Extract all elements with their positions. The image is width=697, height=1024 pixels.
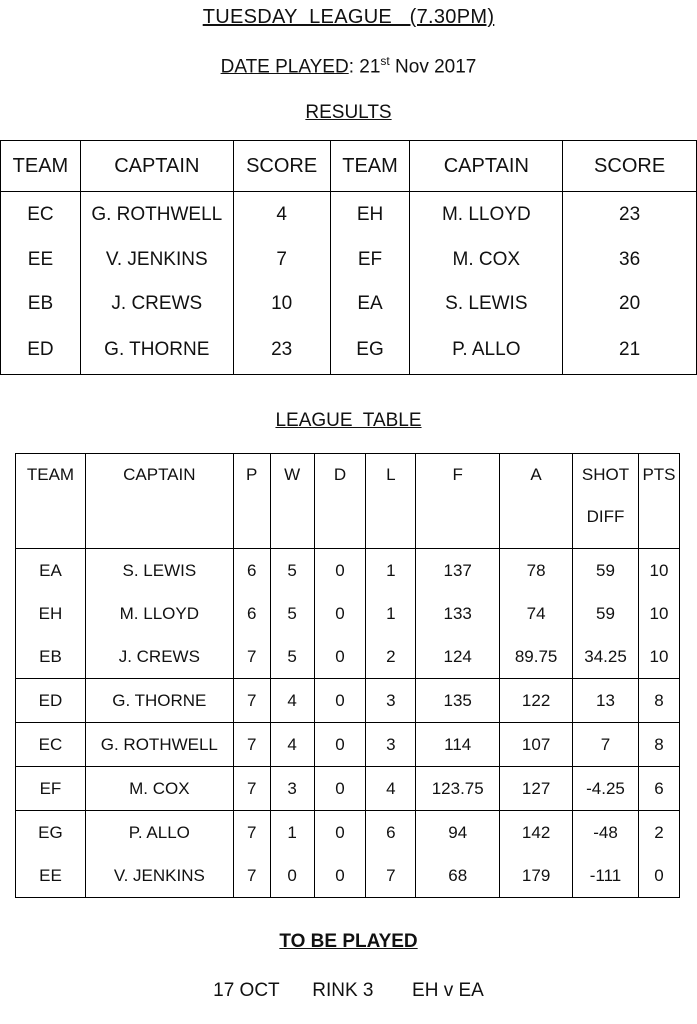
league-cell: 6 — [638, 767, 679, 811]
league-cell: EB — [16, 635, 86, 679]
fixture-rink: RINK 3 — [312, 980, 374, 1001]
league-cell: 114 — [416, 723, 500, 767]
league-cell: 7 — [573, 723, 639, 767]
results-row — [1, 238, 697, 282]
league-header-team: TEAM — [16, 454, 86, 549]
league-row — [16, 811, 680, 855]
league-cell: 5 — [270, 549, 314, 593]
league-header-points: PTS — [638, 454, 679, 549]
league-cell: 0 — [314, 679, 366, 723]
league-cell: 122 — [500, 679, 573, 723]
league-cell: 7 — [233, 854, 270, 898]
league-cell: 7 — [233, 723, 270, 767]
league-cell: 179 — [500, 854, 573, 898]
league-cell: 10 — [638, 635, 679, 679]
league-cell: 137 — [416, 549, 500, 593]
league-cell: 0 — [314, 767, 366, 811]
league-cell: 127 — [500, 767, 573, 811]
league-cell: 5 — [270, 635, 314, 679]
league-table-heading: LEAGUE TABLE — [275, 410, 422, 431]
league-header-against: A — [500, 454, 573, 549]
league-cell: 10 — [638, 592, 679, 635]
date-played-label: DATE PLAYED — [220, 56, 349, 78]
result-cell: 21 — [563, 326, 697, 375]
league-header-drawn: D — [314, 454, 366, 549]
league-cell: 4 — [270, 723, 314, 767]
league-header-shot-diff: SHOT DIFF — [573, 454, 639, 549]
league-cell: 34.25 — [573, 635, 639, 679]
league-row — [16, 723, 680, 767]
league-cell: 0 — [638, 854, 679, 898]
league-cell: 133 — [416, 592, 500, 635]
page-title: TUESDAY LEAGUE (7.30PM) — [202, 6, 495, 28]
league-cell: 0 — [314, 592, 366, 635]
league-cell: 59 — [573, 549, 639, 593]
league-cell: 3 — [366, 679, 416, 723]
league-row — [16, 549, 680, 593]
date-day: 21 — [359, 56, 381, 78]
league-cell: 7 — [233, 767, 270, 811]
fixture-match: EH v EA — [412, 980, 484, 1001]
league-cell: 6 — [233, 549, 270, 593]
league-cell: 0 — [314, 854, 366, 898]
league-cell: S. LEWIS — [85, 549, 233, 593]
league-cell: 3 — [366, 723, 416, 767]
date-rest: Nov 2017 — [389, 56, 477, 78]
league-cell: M. LLOYD — [85, 592, 233, 635]
league-cell: 4 — [270, 679, 314, 723]
league-cell: 74 — [500, 592, 573, 635]
fixture — [0, 980, 697, 1002]
league-row — [16, 854, 680, 898]
result-cell: G. ROTHWELL — [80, 192, 233, 239]
league-cell: 6 — [366, 811, 416, 855]
league-cell: EG — [16, 811, 86, 855]
result-cell: EG — [330, 326, 410, 375]
league-cell: -111 — [573, 854, 639, 898]
results-header-team-2: TEAM — [330, 141, 410, 192]
fixture-date: 17 OCT — [213, 980, 280, 1001]
results-header-score: SCORE — [233, 141, 330, 192]
league-cell: ED — [16, 679, 86, 723]
league-cell: 10 — [638, 549, 679, 593]
date-sep: : — [348, 56, 360, 78]
league-cell: 3 — [270, 767, 314, 811]
league-cell: 78 — [500, 549, 573, 593]
league-cell: EC — [16, 723, 86, 767]
league-cell: 123.75 — [416, 767, 500, 811]
league-header-row — [16, 454, 680, 549]
results-header-team: TEAM — [1, 141, 81, 192]
date-played — [0, 54, 697, 78]
league-cell: 1 — [366, 549, 416, 593]
league-cell: EF — [16, 767, 86, 811]
league-cell: 7 — [233, 679, 270, 723]
league-table — [15, 453, 680, 898]
league-cell: 0 — [270, 854, 314, 898]
league-cell: 7 — [366, 854, 416, 898]
league-header-captain: CAPTAIN — [85, 454, 233, 549]
league-cell: 94 — [416, 811, 500, 855]
result-cell: EC — [1, 192, 81, 239]
league-cell: 59 — [573, 592, 639, 635]
league-cell: G. ROTHWELL — [85, 723, 233, 767]
league-cell: G. THORNE — [85, 679, 233, 723]
results-row — [1, 326, 697, 375]
league-row — [16, 635, 680, 679]
league-cell: 2 — [638, 811, 679, 855]
league-header-won: W — [270, 454, 314, 549]
result-cell: 10 — [233, 282, 330, 326]
league-cell: J. CREWS — [85, 635, 233, 679]
result-cell: 4 — [233, 192, 330, 239]
league-cell: 7 — [233, 635, 270, 679]
league-cell: -48 — [573, 811, 639, 855]
result-cell: G. THORNE — [80, 326, 233, 375]
result-cell: V. JENKINS — [80, 238, 233, 282]
league-cell: 7 — [233, 811, 270, 855]
date-suffix: st — [380, 54, 390, 68]
result-cell: P. ALLO — [410, 326, 563, 375]
league-cell: 68 — [416, 854, 500, 898]
result-cell: 23 — [233, 326, 330, 375]
results-header-score-2: SCORE — [563, 141, 697, 192]
league-cell: 135 — [416, 679, 500, 723]
league-cell: 89.75 — [500, 635, 573, 679]
results-header-captain-2: CAPTAIN — [410, 141, 563, 192]
league-cell: 13 — [573, 679, 639, 723]
to-be-played-heading: TO BE PLAYED — [279, 931, 418, 952]
result-cell: M. COX — [410, 238, 563, 282]
result-cell: EH — [330, 192, 410, 239]
league-cell: EA — [16, 549, 86, 593]
league-cell: P. ALLO — [85, 811, 233, 855]
league-cell: V. JENKINS — [85, 854, 233, 898]
league-cell: 5 — [270, 592, 314, 635]
league-cell: 8 — [638, 723, 679, 767]
league-header-for: F — [416, 454, 500, 549]
results-header-captain: CAPTAIN — [80, 141, 233, 192]
league-cell: 0 — [314, 723, 366, 767]
league-cell: 1 — [270, 811, 314, 855]
league-row — [16, 679, 680, 723]
result-cell: ED — [1, 326, 81, 375]
result-cell: M. LLOYD — [410, 192, 563, 239]
result-cell: 36 — [563, 238, 697, 282]
league-cell: 107 — [500, 723, 573, 767]
result-cell: J. CREWS — [80, 282, 233, 326]
results-heading: RESULTS — [305, 102, 392, 123]
result-cell: EE — [1, 238, 81, 282]
results-row — [1, 282, 697, 326]
results-row — [1, 192, 697, 239]
league-row — [16, 592, 680, 635]
league-cell: 8 — [638, 679, 679, 723]
league-cell: 0 — [314, 549, 366, 593]
result-cell: EA — [330, 282, 410, 326]
result-cell: EF — [330, 238, 410, 282]
league-cell: 1 — [366, 592, 416, 635]
result-cell: S. LEWIS — [410, 282, 563, 326]
league-header-lost: L — [366, 454, 416, 549]
league-body — [16, 549, 680, 898]
league-cell: 124 — [416, 635, 500, 679]
league-cell: 0 — [314, 635, 366, 679]
league-cell: 4 — [366, 767, 416, 811]
result-cell: 7 — [233, 238, 330, 282]
league-cell: 0 — [314, 811, 366, 855]
result-cell: EB — [1, 282, 81, 326]
league-row — [16, 767, 680, 811]
league-cell: -4.25 — [573, 767, 639, 811]
league-cell: EH — [16, 592, 86, 635]
results-header-row — [1, 141, 697, 192]
league-cell: M. COX — [85, 767, 233, 811]
league-cell: 6 — [233, 592, 270, 635]
league-cell: 2 — [366, 635, 416, 679]
result-cell: 23 — [563, 192, 697, 239]
result-cell: 20 — [563, 282, 697, 326]
league-header-played: P — [233, 454, 270, 549]
results-table — [0, 140, 697, 375]
league-cell: 142 — [500, 811, 573, 855]
league-cell: EE — [16, 854, 86, 898]
